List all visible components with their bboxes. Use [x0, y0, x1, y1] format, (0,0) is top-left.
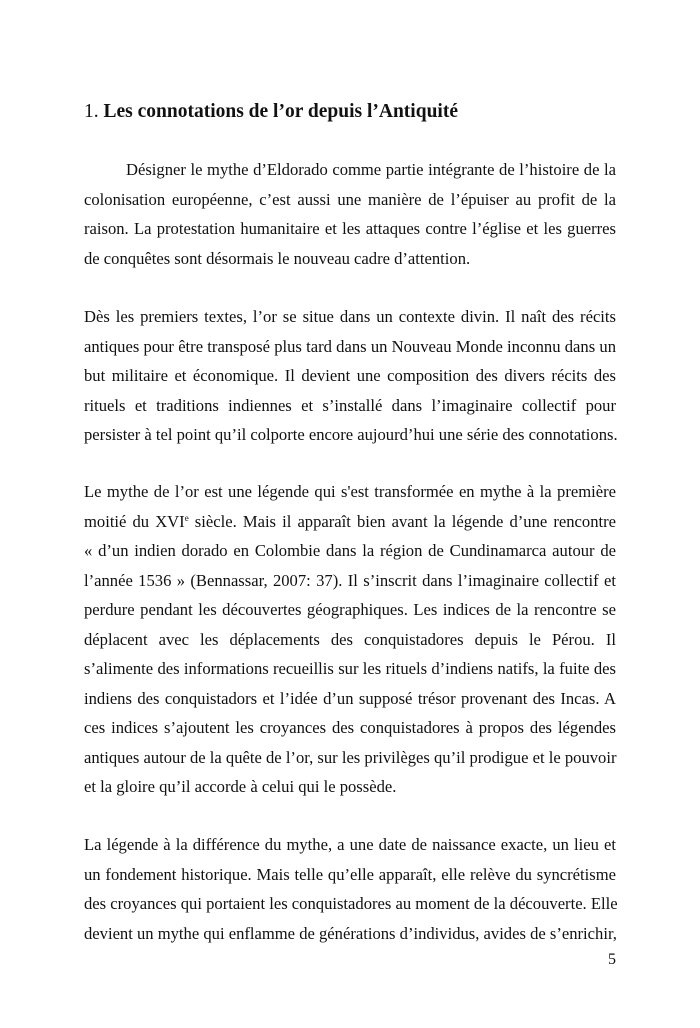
text-fragment: moitié du XVI	[84, 511, 185, 531]
text-line: devient un mythe qui enflamme de générations d’individus, avides de s’enrichir,	[84, 923, 617, 943]
text-line: et la gloire qu’il accorde à celui qui le possède.	[84, 777, 397, 796]
text-line: antiques autour de la quête de l’or, sur les privilèges qu’il prodigue et le pouvoir	[84, 747, 617, 767]
text-line: antiques pour être transposé plus tard dans un Nouveau Monde inconnu dans un	[84, 336, 616, 356]
text-line: colonisation européenne, c’est aussi une manière de l’épuiser au profit de la	[84, 189, 616, 209]
text-line: indiens des conquistadors et l’idée d’un supposé trésor provenant des Incas. A	[84, 688, 616, 708]
text-line	[84, 507, 616, 537]
superscript: e	[184, 512, 189, 523]
paragraph-4	[84, 830, 616, 948]
text-line: déplacent avec les déplacements des conquistadores depuis le Pérou. Il	[84, 629, 616, 649]
paragraph-3	[84, 477, 616, 802]
text-line: « d’un indien dorado en Colombie dans la région de Cundinamarca autour de	[84, 541, 616, 560]
heading-number: 1.	[84, 101, 99, 122]
page-number: 5	[608, 951, 616, 968]
text-line: La légende à la différence du mythe, a une date de naissance exacte, un lieu et	[84, 835, 616, 854]
text-line: Dès les premiers textes, l’or se situe dans un contexte divin. Il naît des récits	[84, 307, 616, 326]
text-line: s’alimente des informations recueillis sur les rituels d’indiens natifs, la fuite des	[84, 659, 616, 678]
text-line: l’année 1536 » (Bennassar, 2007: 37). Il s’inscrit dans l’imaginaire collectif et	[84, 570, 616, 590]
text-line: Le mythe de l’or est une légende qui s'est transformée en mythe à la première	[84, 482, 616, 501]
text-line: des croyances qui portaient les conquistadores au moment de la découverte. Elle	[84, 894, 618, 913]
section-heading	[84, 101, 458, 123]
text-line: un fondement historique. Mais telle qu’elle apparaît, elle relève du syncrétisme	[84, 864, 616, 884]
text-line: persister à tel point qu’il colporte encore aujourd’hui une série des connotations.	[84, 425, 618, 444]
paragraph-1	[84, 155, 616, 273]
text-line: rituels et traditions indiennes et s’installé dans l’imaginaire collectif pour	[84, 395, 616, 415]
paragraph-2	[84, 302, 616, 450]
text-line: Désigner le mythe d’Eldorado comme partie intégrante de l’histoire de la	[126, 160, 616, 179]
text-line: ces indices s’ajoutent les croyances des conquistadores à propos des légendes	[84, 718, 616, 737]
text-line: raison. La protestation humanitaire et les attaques contre l’église et les guerres	[84, 219, 616, 238]
text-line: perdure pendant les découvertes géographiques. Les indices de la rencontre se	[84, 600, 616, 619]
text-line: de conquêtes sont désormais le nouveau cadre d’attention.	[84, 248, 471, 268]
text-fragment: siècle. Mais il apparaît bien avant la légende d’une rencontre	[188, 511, 616, 531]
heading-title: Les connotations de l’or depuis l’Antiquité	[103, 101, 458, 122]
text-line: but militaire et économique. Il devient une composition des divers récits des	[84, 366, 616, 385]
